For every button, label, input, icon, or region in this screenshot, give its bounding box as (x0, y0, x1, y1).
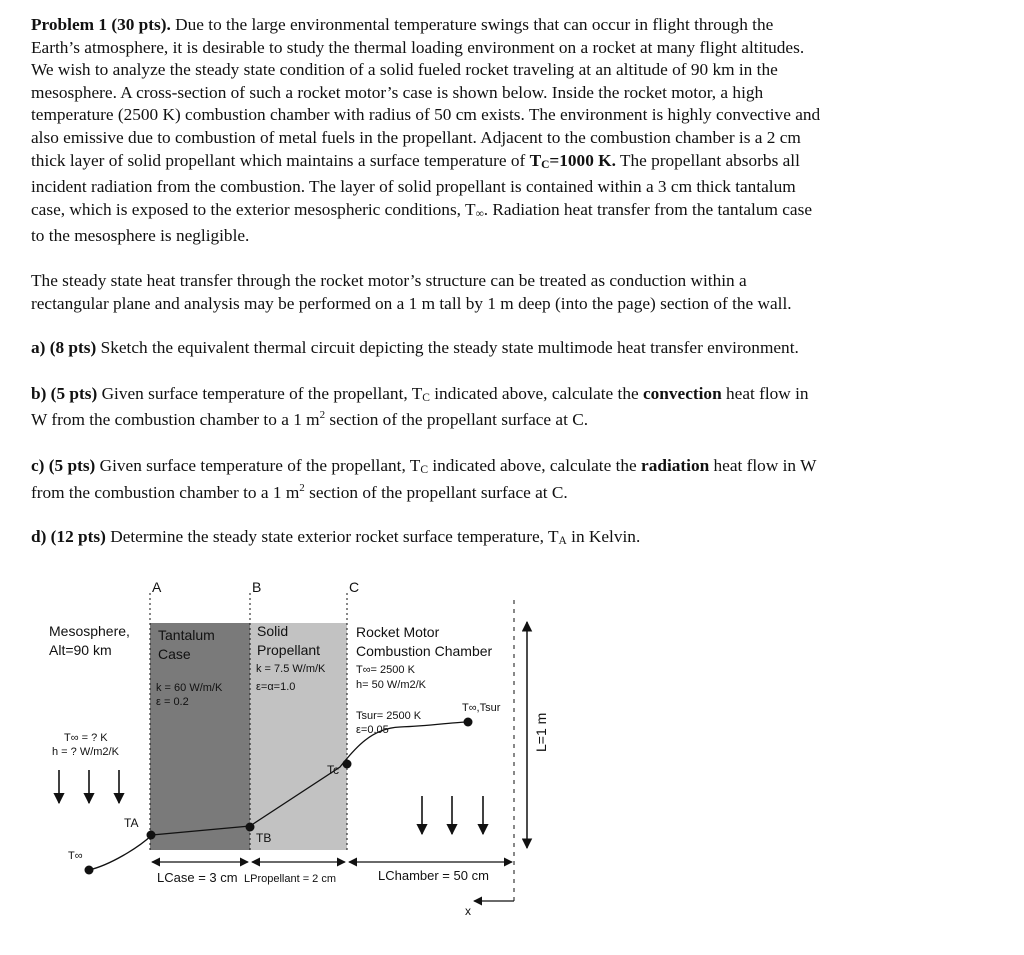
intro-line: mesosphere. A cross-section of such a rocket motor’s case is shown below. Inside the rocket motor, a high (31, 82, 764, 102)
question-text: W from the combustion chamber to a 1 m (31, 410, 320, 430)
question-text: Sketch the equivalent thermal circuit depicting the steady state multimode heat transfer environment. (96, 338, 799, 358)
ext-temp-label: T∞ = ? K (64, 732, 108, 744)
rocket-motor-label: Rocket Motor (356, 624, 440, 640)
question-text: indicated above, calculate the (428, 455, 642, 475)
question-label: d) (12 pts) (31, 527, 106, 547)
tsur-label: Tsur= 2500 K (356, 710, 422, 722)
tantalum-emissivity: ε = 0.2 (156, 696, 189, 708)
question-text: heat flow in (721, 383, 809, 403)
propellant-emissivity: ε=α=1.0 (256, 681, 296, 693)
intro-line: . Radiation heat transfer from the tantalum case (483, 199, 812, 219)
lchamber-label: LChamber = 50 cm (378, 868, 489, 883)
question-text: section of the propellant surface at C. (325, 410, 589, 430)
question-text: from the combustion chamber to a 1 m (31, 482, 300, 502)
problem-heading: Problem 1 (30 pts). (31, 15, 171, 34)
question-label: c) (5 pts) (31, 455, 96, 475)
question-text: section of the propellant surface at C. (304, 482, 568, 502)
question-text: in Kelvin. (566, 527, 641, 547)
question-label: a) (8 pts) (31, 338, 97, 358)
intro-line: Earth’s atmosphere, it is desirable to study the thermal loading environment on a rocket at many flight altitudes. (31, 37, 805, 57)
propellant-k: k = 7.5 W/m/K (256, 663, 326, 675)
combustion-chamber-label: Combustion Chamber (356, 643, 493, 659)
propellant-label: Propellant (257, 642, 321, 658)
tb-node (246, 823, 255, 832)
tinf-chamber-node (464, 718, 473, 727)
tc-label: Tc (327, 763, 339, 777)
mesosphere-label: Mesosphere, (49, 623, 130, 639)
intro-line: We wish to analyze the steady state condition of a solid fueled rocket traveling at an altitude of 90 km in the (31, 60, 778, 80)
tc-value: TC=1000 K. (529, 150, 616, 171)
ta-node (147, 831, 156, 840)
tantalum-label: Tantalum (158, 627, 215, 643)
case-label: Case (158, 646, 191, 662)
question-text: Given surface temperature of the propellant, T (95, 455, 421, 475)
altitude-label: Alt=90 km (49, 642, 112, 658)
superscript: 2 (319, 409, 326, 422)
x-axis-label: x (465, 904, 471, 918)
question-text: heat flow in W (709, 455, 817, 475)
chamber-h: h= 50 W/m2/K (356, 679, 427, 691)
intro-line: temperature (2500 K) combustion chamber with radius of 50 cm exists. The environment is highly convective and (31, 105, 821, 125)
tb-label: TB (256, 831, 272, 845)
tinf-bottom-label: T∞ (68, 850, 83, 862)
question-text: Given surface temperature of the propellant, T (97, 383, 423, 403)
point-a-label: A (152, 579, 162, 595)
tinf-ext-node (85, 866, 94, 875)
intro-line: case, which is exposed to the exterior mesospheric conditions, T (31, 199, 476, 219)
intro-line: thick layer of solid propellant which maintains a surface temperature of (31, 150, 530, 170)
subscript: A (558, 535, 567, 548)
gas-emissivity: ε=0.05 (356, 724, 389, 736)
tinf-tsur-label: T∞,Tsur (462, 702, 501, 714)
chamber-tinf: T∞= 2500 K (356, 664, 415, 676)
lcase-label: LCase = 3 cm (157, 870, 238, 885)
lpropellant-label: LPropellant = 2 cm (244, 873, 337, 885)
subscript: C (420, 463, 428, 476)
subscript: ∞ (475, 207, 484, 220)
question-label: b) (5 pts) (31, 383, 98, 403)
solid-label: Solid (257, 623, 289, 639)
intro-line: also emissive due to combustion of metal fuels in the propellant. Adjacent to the combustion chamber is a 2 cm (31, 127, 801, 147)
tantalum-k: k = 60 W/m/K (156, 682, 223, 694)
intro-line: Due to the large environmental temperature swings that can occur in flight through the (170, 15, 774, 34)
subscript: C (422, 391, 430, 404)
emphasis: convection (642, 383, 722, 403)
point-b-label: B (252, 579, 262, 595)
intro-line: The propellant absorbs all (615, 150, 800, 170)
emphasis: radiation (641, 455, 710, 475)
question-text: Determine the steady state exterior rocket surface temperature, T (105, 527, 559, 547)
intro-line: incident radiation from the combustion. The layer of solid propellant is contained within a 3 cm thick tantalum (31, 177, 796, 197)
height-label: L=1 m (533, 712, 549, 752)
intro-line: to the mesosphere is negligible. (31, 226, 250, 246)
question-text: indicated above, calculate the (429, 383, 643, 403)
point-c-label: C (349, 579, 360, 595)
ext-h-label: h = ? W/m2/K (52, 746, 119, 758)
superscript: 2 (299, 481, 305, 494)
ta-label: TA (124, 816, 139, 830)
analysis-line: The steady state heat transfer through the rocket motor’s structure can be treated as conduction within a (31, 270, 747, 290)
tc-node (343, 760, 352, 769)
analysis-line: rectangular plane and analysis may be performed on a 1 m tall by 1 m deep (into the page) section of the wall. (31, 293, 792, 313)
